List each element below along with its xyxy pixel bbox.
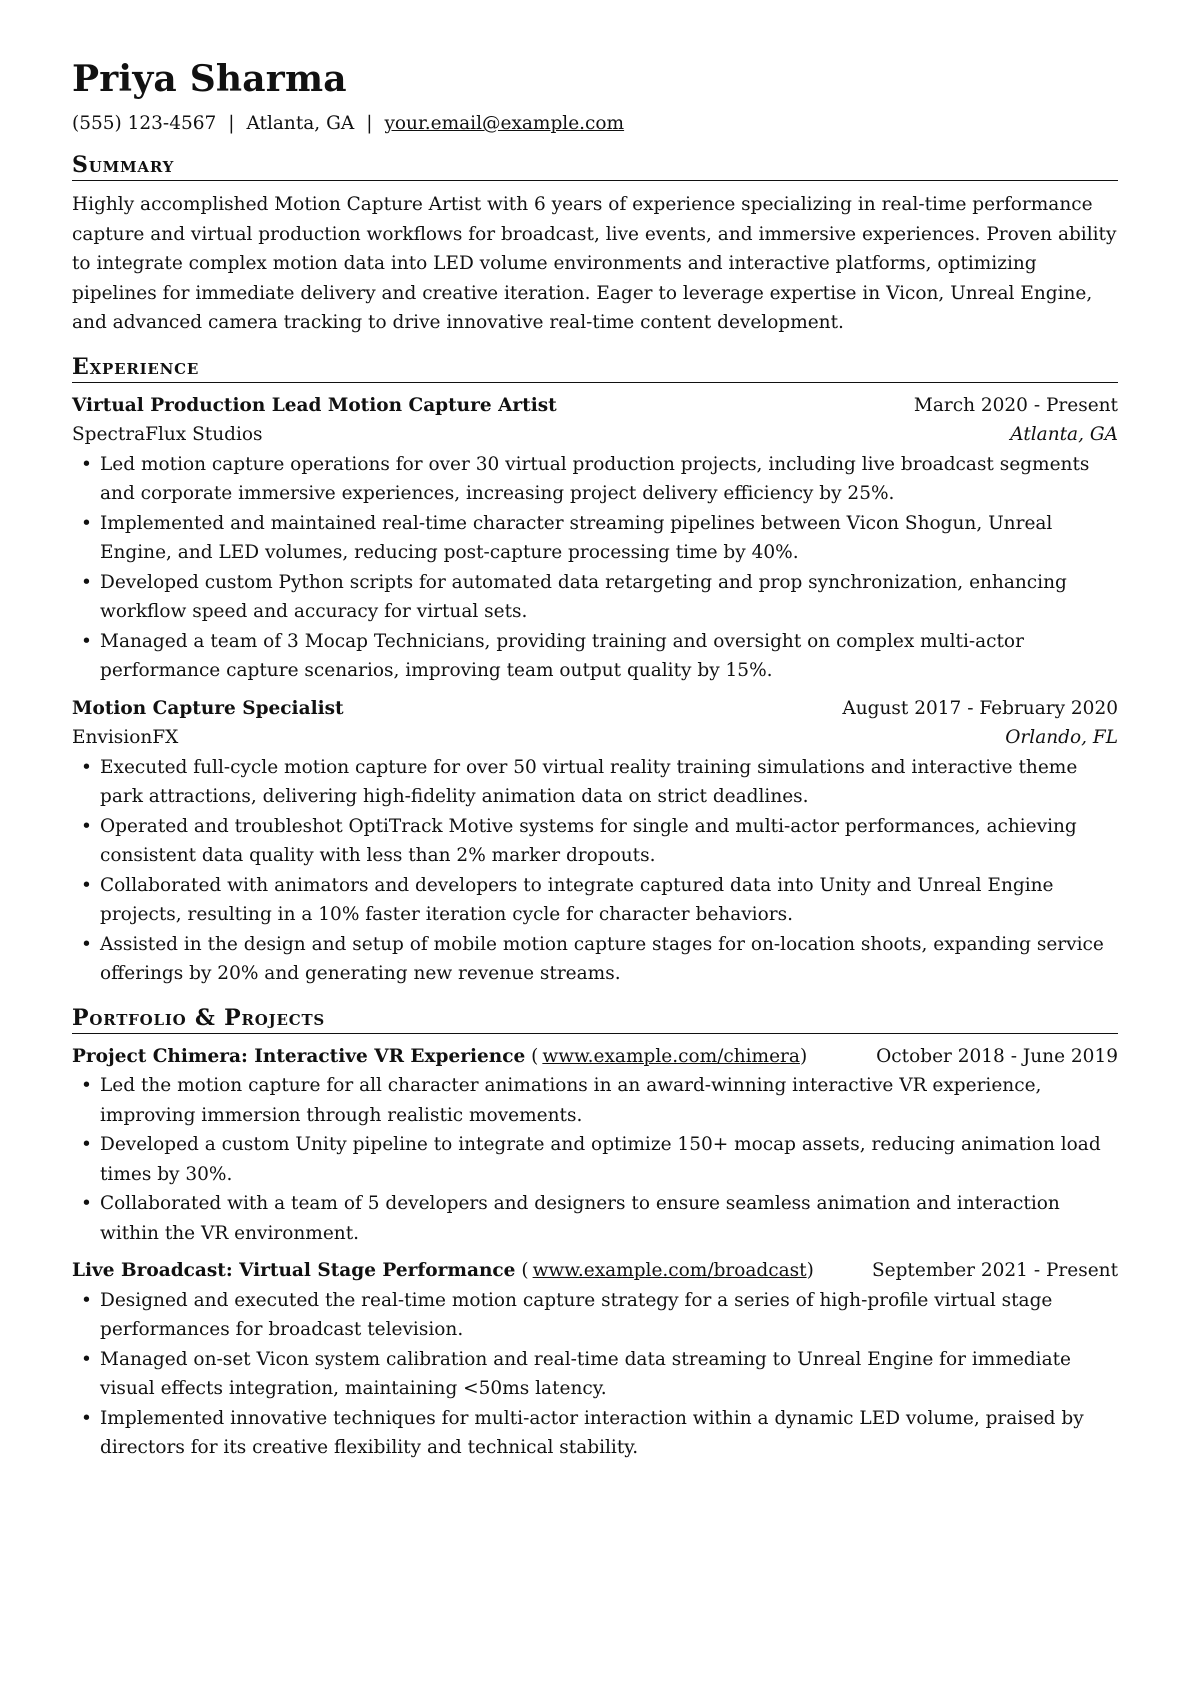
bullet-dot-icon: • (81, 815, 92, 837)
project-header (72, 1042, 1118, 1072)
bullet-dot-icon: • (81, 453, 92, 475)
project-name: Project Chimera: Interactive VR Experience (72, 1045, 526, 1067)
project-title-group: Project Chimera: Interactive VR Experience ( www.example.com/chimera) (72, 1045, 808, 1067)
contact-separator: | (366, 113, 373, 134)
bullet-item (72, 627, 1118, 686)
project-entry (72, 1256, 1118, 1463)
bullet-text: Developed a custom Unity pipeline to integrate and optimize 150+ mocap assets, reducing animation load times by 30%. (100, 1134, 1101, 1185)
bullet-item (72, 930, 1118, 989)
job-header (72, 391, 1118, 421)
bullet-dot-icon: • (81, 933, 92, 955)
project-link[interactable]: www.example.com/broadcast (532, 1260, 807, 1281)
bullet-dot-icon: • (81, 1134, 92, 1155)
job-bullets (72, 450, 1118, 686)
project-name: Live Broadcast: Virtual Stage Performance (72, 1260, 516, 1281)
project-title-group: Live Broadcast: Virtual Stage Performance ( www.example.com/broadcast) (72, 1260, 814, 1281)
bullet-item (72, 1404, 1118, 1463)
bullet-item (72, 509, 1118, 568)
job-company: SpectraFlux Studios (72, 424, 263, 445)
job-dates: August 2017 - February 2020 (842, 697, 1118, 719)
bullet-item (72, 1071, 1118, 1130)
bullet-text: Executed full-cycle motion capture for over 50 virtual reality training simulations and interactive theme park attractions, delivering high-fidelity animation data on strict deadlines. (100, 756, 1078, 807)
job-role: Virtual Production Lead Motion Capture Artist (72, 394, 557, 416)
contact-separator: | (228, 113, 235, 134)
bullet-item (72, 1345, 1118, 1404)
job-entry (72, 391, 1118, 686)
location: Atlanta, GA (246, 113, 355, 134)
bullet-dot-icon: • (81, 756, 92, 778)
bullet-item (72, 450, 1118, 509)
phone-number: (555) 123-4567 (72, 113, 217, 134)
section-title-portfolio: Portfolio & Projects (72, 1005, 1118, 1034)
project-entry (72, 1042, 1118, 1249)
job-company: EnvisionFX (72, 727, 179, 748)
bullet-text: Implemented innovative techniques for multi-actor interaction within a dynamic LED volume, praised by directors for its creative flexibility and technical stability. (100, 1407, 1084, 1458)
bullet-item (72, 812, 1118, 871)
contact-line (72, 112, 1118, 136)
bullet-dot-icon: • (81, 1193, 92, 1214)
bullet-item (72, 568, 1118, 627)
project-link[interactable]: www.example.com/chimera (542, 1045, 800, 1067)
bullet-text: Developed custom Python scripts for automated data retargeting and prop synchronization, enhancing workflow speed and accuracy for virtual sets. (100, 571, 1067, 622)
project-bullets (72, 1286, 1118, 1463)
job-location: Atlanta, GA (1010, 424, 1118, 445)
bullet-dot-icon: • (81, 1289, 92, 1311)
bullet-text: Assisted in the design and setup of mobile motion capture stages for on-location shoots, expanding service offerings by 20% and generating new revenue streams. (100, 933, 1104, 984)
bullet-dot-icon: • (81, 874, 92, 896)
bullet-text: Implemented and maintained real-time character streaming pipelines between Vicon Shogun, Unreal Engine, and LED volumes, reducing post-capture processing time by 40%. (100, 512, 1053, 563)
job-location: Orlando, FL (1005, 727, 1118, 748)
bullet-dot-icon: • (81, 1407, 92, 1429)
job-role: Motion Capture Specialist (72, 697, 344, 719)
job-bullets (72, 753, 1118, 989)
email-link[interactable]: your.email@example.com (384, 113, 625, 134)
job-dates: March 2020 - Present (913, 394, 1118, 416)
bullet-item (72, 753, 1118, 812)
bullet-item (72, 1130, 1118, 1189)
job-entry (72, 694, 1118, 989)
project-dates: October 2018 - June 2019 (876, 1045, 1118, 1067)
bullet-text: Led the motion capture for all character animations in an award-winning interactive VR experience, improving immersion through realistic movements. (100, 1075, 1042, 1126)
project-dates: September 2021 - Present (871, 1260, 1118, 1281)
bullet-item (72, 1286, 1118, 1345)
job-subheader (72, 420, 1118, 450)
bullet-item (72, 1189, 1118, 1248)
bullet-dot-icon: • (81, 630, 92, 652)
bullet-dot-icon: • (81, 512, 92, 534)
bullet-text: Designed and executed the real-time motion capture strategy for a series of high-profile virtual stage performances for broadcast television. (100, 1289, 1053, 1340)
candidate-name: Priya Sharma (72, 58, 347, 100)
bullet-dot-icon: • (81, 1075, 92, 1096)
bullet-text: Managed on-set Vicon system calibration and real-time data streaming to Unreal Engine for immediate visual effects integration, maintaining <50ms latency. (100, 1348, 1071, 1399)
bullet-text: Operated and troubleshot OptiTrack Motive systems for single and multi-actor performances, achieving consistent data quality with less than 2% marker dropouts. (100, 815, 1077, 866)
bullet-dot-icon: • (81, 571, 92, 593)
bullet-dot-icon: • (81, 1348, 92, 1370)
bullet-text: Managed a team of 3 Mocap Technicians, providing training and oversight on complex multi-actor performance capture scenarios, improving team output quality by 15%. (100, 630, 1024, 681)
bullet-text: Collaborated with a team of 5 developers and designers to ensure seamless animation and interaction within the VR environment. (100, 1193, 1060, 1244)
section-title-summary: Summary (72, 152, 1118, 181)
job-subheader (72, 723, 1118, 753)
project-header (72, 1256, 1118, 1286)
bullet-text: Collaborated with animators and developers to integrate captured data into Unity and Unreal Engine projects, resulting in a 10% faster iteration cycle for character behaviors. (100, 874, 1054, 925)
bullet-text: Led motion capture operations for over 30 virtual production projects, including live broadcast segments and corporate immersive experiences, increasing project delivery efficiency by 25%. (100, 453, 1090, 504)
bullet-item (72, 871, 1118, 930)
section-title-experience: Experience (72, 354, 1118, 383)
project-bullets (72, 1071, 1118, 1248)
summary-text: Highly accomplished Motion Capture Artist with 6 years of experience specializing in real-time performance capture and virtual production workflows for broadcast, live events, and immersive experiences. Proven ability to integrate complex motion data into LED volume environments and interactive platforms, optimizing pipelines for immediate delivery and creative iteration. Eager to leverage expertise in Vicon, Unreal Engine, and advanced camera tracking to drive innovative real-time content development. (72, 194, 1117, 333)
job-header (72, 694, 1118, 724)
